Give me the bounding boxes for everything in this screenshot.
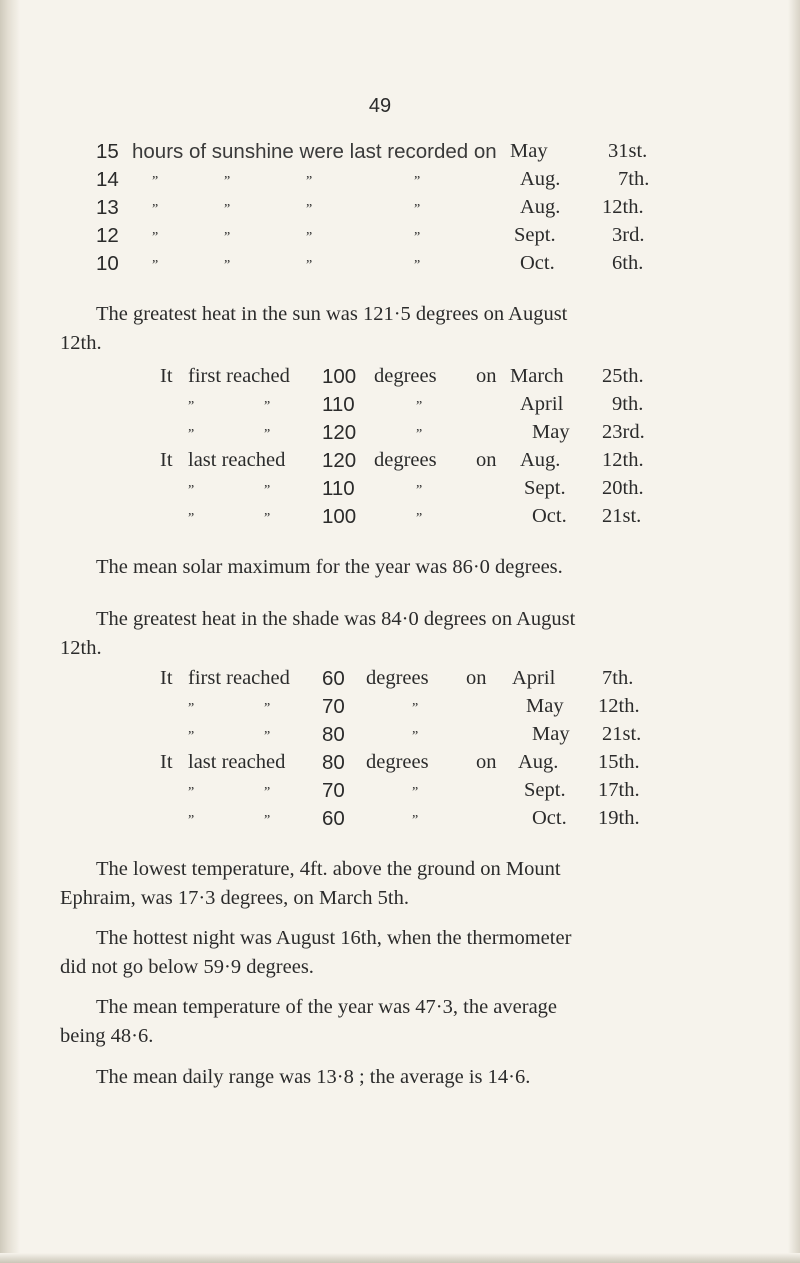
- ditto-mark: ”: [224, 202, 231, 217]
- page-bottom-edge-shadow: [0, 1253, 800, 1263]
- sunshine-hours: 14: [96, 168, 119, 191]
- sunshine-row: [96, 140, 666, 168]
- paragraph-line: The mean temperature of the year was 47·3, the average: [96, 996, 558, 1018]
- paragraph-line: 12th.: [60, 637, 102, 659]
- ditto-mark: ”: [264, 701, 271, 716]
- sunshine-statement: hours of sunshine were last recorded on: [132, 140, 497, 163]
- degree-value: 80: [322, 751, 345, 774]
- row-day: 15th.: [598, 751, 640, 773]
- ditto-mark: ”: [188, 399, 195, 414]
- ditto-mark: ”: [152, 230, 159, 245]
- paragraph-line: Ephraim, was 17·3 degrees, on March 5th.: [60, 887, 409, 909]
- page-left-edge-shadow: [0, 0, 20, 1263]
- ditto-mark: ”: [416, 427, 423, 442]
- row-word: degrees: [374, 365, 437, 387]
- paragraph-line: 12th.: [60, 332, 102, 354]
- ditto-mark: ”: [188, 483, 195, 498]
- ditto-mark: ”: [264, 813, 271, 828]
- degree-value: 100: [322, 365, 357, 388]
- degree-value: 70: [322, 779, 345, 802]
- row-month: Oct.: [532, 807, 567, 829]
- ditto-mark: ”: [412, 729, 419, 744]
- sun-heat-paragraph: [60, 300, 684, 358]
- ditto-mark: ”: [264, 483, 271, 498]
- page-right-edge-shadow: [788, 0, 800, 1263]
- sunshine-day: 12th.: [602, 196, 644, 218]
- ditto-mark: ”: [412, 701, 419, 716]
- row-on: on: [476, 751, 497, 773]
- ditto-mark: ”: [414, 202, 421, 217]
- row-month: April: [520, 393, 564, 415]
- degree-value: 120: [322, 421, 357, 444]
- ditto-mark: ”: [416, 399, 423, 414]
- ditto-mark: ”: [188, 785, 195, 800]
- row-lead: It: [160, 449, 173, 471]
- degree-value: 60: [322, 667, 345, 690]
- paragraph-line: The hottest night was August 16th, when the thermometer: [96, 927, 572, 949]
- ditto-mark: ”: [414, 174, 421, 189]
- paragraph-line: The lowest temperature, 4ft. above the ground on Mount: [96, 858, 561, 880]
- ditto-mark: ”: [414, 258, 421, 273]
- ditto-mark: ”: [224, 230, 231, 245]
- ditto-mark: ”: [188, 511, 195, 526]
- paragraph-line: The greatest heat in the sun was 121·5 degrees on August: [96, 303, 568, 325]
- sunshine-month: Oct.: [520, 252, 555, 274]
- degree-value: 80: [322, 723, 345, 746]
- degree-value: 100: [322, 505, 357, 528]
- row-month: Oct.: [532, 505, 567, 527]
- row-lead: It: [160, 751, 173, 773]
- ditto-mark: ”: [306, 174, 313, 189]
- ditto-mark: ”: [264, 729, 271, 744]
- row-phrase: last reached: [188, 449, 286, 471]
- row-day: 21st.: [602, 505, 642, 527]
- row-lead: It: [160, 365, 173, 387]
- ditto-mark: ”: [188, 813, 195, 828]
- ditto-mark: ”: [416, 511, 423, 526]
- sunshine-row: [96, 168, 666, 196]
- row-month: Sept.: [524, 477, 566, 499]
- row-day: 12th.: [602, 449, 644, 471]
- ditto-mark: ”: [224, 258, 231, 273]
- ditto-mark: ”: [414, 230, 421, 245]
- degree-value: 110: [322, 393, 355, 416]
- ditto-mark: ”: [306, 202, 313, 217]
- row-phrase: first reached: [188, 365, 290, 387]
- row-on: on: [466, 667, 487, 689]
- row-day: 21st.: [602, 723, 642, 745]
- row-word: degrees: [374, 449, 437, 471]
- sunshine-day: 7th.: [618, 168, 650, 190]
- ditto-mark: ”: [188, 701, 195, 716]
- sunshine-day: 3rd.: [612, 224, 645, 246]
- row-phrase: first reached: [188, 667, 290, 689]
- row-month: Aug.: [520, 449, 561, 471]
- row-on: on: [476, 365, 497, 387]
- row-on: on: [476, 449, 497, 471]
- row-day: 17th.: [598, 779, 640, 801]
- row-day: 12th.: [598, 695, 640, 717]
- hottest-night-paragraph: [60, 924, 684, 982]
- sunshine-row: [96, 224, 666, 252]
- sunshine-hours: 12: [96, 224, 119, 247]
- paragraph-line: The mean daily range was 13·8 ; the average is 14·6.: [96, 1066, 531, 1088]
- ditto-mark: ”: [188, 729, 195, 744]
- sunshine-row: [96, 252, 666, 280]
- paragraph-line: being 48·6.: [60, 1025, 154, 1047]
- sunshine-row: [96, 196, 666, 224]
- sunshine-month: Sept.: [514, 224, 556, 246]
- row-day: 9th.: [612, 393, 644, 415]
- paragraph-line: The mean solar maximum for the year was 86·0 degrees.: [96, 556, 563, 578]
- ditto-mark: ”: [416, 483, 423, 498]
- row-month: Sept.: [524, 779, 566, 801]
- daily-range-paragraph: [96, 1063, 696, 1092]
- ditto-mark: ”: [412, 785, 419, 800]
- sunshine-month: May: [510, 140, 548, 162]
- ditto-mark: ”: [152, 258, 159, 273]
- row-day: 23rd.: [602, 421, 645, 443]
- row-word: degrees: [366, 751, 429, 773]
- ditto-mark: ”: [264, 399, 271, 414]
- shade-heat-paragraph: [60, 605, 684, 663]
- row-month: May: [526, 695, 564, 717]
- row-day: 20th.: [602, 477, 644, 499]
- row-lead: It: [160, 667, 173, 689]
- degree-value: 60: [322, 807, 345, 830]
- row-month: Aug.: [518, 751, 559, 773]
- mean-temperature-paragraph: [60, 993, 684, 1051]
- paragraph-line: The greatest heat in the shade was 84·0 degrees on August: [96, 608, 576, 630]
- degree-value: 70: [322, 695, 345, 718]
- ditto-mark: ”: [224, 174, 231, 189]
- degree-value: 110: [322, 477, 355, 500]
- ditto-mark: ”: [306, 258, 313, 273]
- lowest-temperature-paragraph: [60, 855, 684, 913]
- ditto-mark: ”: [152, 174, 159, 189]
- row-month: March: [510, 365, 564, 387]
- sunshine-day: 6th.: [612, 252, 644, 274]
- solar-max-paragraph: [96, 553, 696, 582]
- sunshine-hours: 10: [96, 252, 119, 275]
- ditto-mark: ”: [188, 427, 195, 442]
- ditto-mark: ”: [264, 785, 271, 800]
- row-word: degrees: [366, 667, 429, 689]
- ditto-mark: ”: [152, 202, 159, 217]
- sunshine-hours: 15: [96, 140, 119, 163]
- page-number: 49: [368, 95, 392, 117]
- paragraph-line: did not go below 59·9 degrees.: [60, 956, 314, 978]
- ditto-mark: ”: [264, 511, 271, 526]
- row-month: May: [532, 723, 570, 745]
- sunshine-month: Aug.: [520, 168, 561, 190]
- row-phrase: last reached: [188, 751, 286, 773]
- ditto-mark: ”: [412, 813, 419, 828]
- ditto-mark: ”: [306, 230, 313, 245]
- ditto-mark: ”: [264, 427, 271, 442]
- sunshine-hours: 13: [96, 196, 119, 219]
- sunshine-month: Aug.: [520, 196, 561, 218]
- row-month: April: [512, 667, 556, 689]
- row-day: 25th.: [602, 365, 644, 387]
- row-day: 19th.: [598, 807, 640, 829]
- degree-value: 120: [322, 449, 357, 472]
- sunshine-day: 31st.: [608, 140, 648, 162]
- row-month: May: [532, 421, 570, 443]
- row-day: 7th.: [602, 667, 634, 689]
